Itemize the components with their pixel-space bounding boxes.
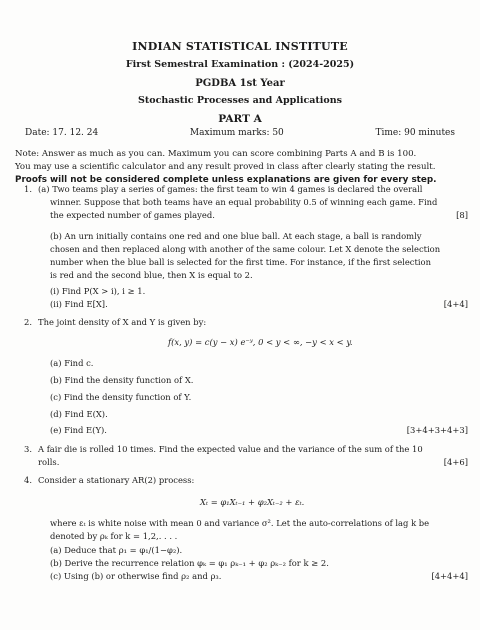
q4-line-1: where εₜ is white noise with mean 0 and variance σ². Let the auto-correlations of lag k be — [50, 518, 430, 528]
q2-formula: f(x, y) = c(y − x) e⁻ʸ, 0 < y < ∞, −y < x < y. — [168, 337, 353, 347]
note-line-3: Proofs will not be considered complete unless explanations are given for every step. — [15, 175, 437, 185]
q1b-part-ii: (ii) Find E[X]. — [50, 299, 108, 309]
q2-part-c: (c) Find the density function of Y. — [50, 392, 192, 402]
q1a-line-2: winner. Suppose that both teams have an equal probability 0.5 of winning each game. Find — [50, 197, 438, 207]
q1a-marks: [8] — [456, 210, 468, 220]
q3-line-2: rolls. — [38, 457, 60, 467]
q3-line-1: A fair die is rolled 10 times. Find the expected value and the variance of the sum of the 10 — [38, 444, 423, 454]
q2-intro: The joint density of X and Y is given by: — [38, 317, 207, 327]
note-line-1: Note: Answer as much as you can. Maximum you can score combining Parts A and B is 100. — [15, 149, 417, 159]
q1b-line-2: chosen and then replaced along with another of the same colour. Let X denote the selection — [50, 244, 441, 254]
q2-part-d: (d) Find E(X). — [50, 409, 108, 419]
q4-number: 4. — [24, 475, 32, 485]
q2-part-b: (b) Find the density function of X. — [50, 375, 194, 385]
institute-title: INDIAN STATISTICAL INSTITUTE — [132, 40, 348, 53]
q2-marks: [3+4+3+4+3] — [406, 425, 468, 435]
q3-marks: [4+6] — [443, 457, 468, 467]
q1b-line-1: (b) An urn initially contains one red and one blue ball. At each stage, a ball is randomly — [50, 231, 422, 241]
q2-part-a: (a) Find c. — [50, 358, 94, 368]
q2-part-e: (e) Find E(Y). — [50, 425, 107, 435]
q1b-part-i: (i) Find P(X > i), i ≥ 1. — [50, 286, 146, 296]
q4-marks: [4+4+4] — [431, 571, 468, 581]
note-line-2: You may use a scientific calculator and any result proved in class after clearly stating the result. — [15, 162, 436, 172]
exam-meta — [25, 128, 455, 138]
q1a-line-1: (a) Two teams play a series of games: the first team to win 4 games is declared the overall — [38, 184, 423, 194]
q3-number: 3. — [24, 444, 32, 454]
program-title: PGDBA 1st Year — [195, 78, 285, 89]
q1b-marks: [4+4] — [443, 299, 468, 309]
q1-number: 1. — [24, 184, 32, 194]
q4-intro: Consider a stationary AR(2) process: — [38, 475, 195, 485]
exam-date: Date: 17. 12. 24 — [25, 128, 99, 138]
q1b-line-3: number when the blue ball is selected for the first time. For instance, if the first selection — [50, 257, 431, 267]
course-title: Stochastic Processes and Applications — [138, 95, 342, 106]
exam-title: First Semestral Examination : (2024-2025) — [125, 59, 355, 70]
q4-line-2: denoted by ρₖ for k = 1,2,. . . . — [50, 531, 178, 541]
q1b-line-4: is red and the second blue, then X is equal to 2. — [50, 270, 253, 280]
part-title: PART A — [218, 113, 262, 125]
exam-time: Time: 90 minutes — [375, 128, 455, 138]
q4-part-a: (a) Deduce that ρ₁ = φ₁/(1−φ₂). — [50, 545, 183, 555]
q4-part-c: (c) Using (b) or otherwise find ρ₂ and ρ₃. — [50, 571, 222, 581]
q1a-line-3: the expected number of games played. — [50, 210, 215, 220]
q2-number: 2. — [24, 317, 32, 327]
q4-part-b: (b) Derive the recurrence relation φₖ = φ₁ ρₖ₋₁ + φ₂ ρₖ₋₂ for k ≥ 2. — [50, 558, 329, 568]
q4-formula: Xₜ = φ₁Xₜ₋₁ + φ₂Xₜ₋₂ + εₜ. — [200, 497, 305, 507]
exam-max-marks: Maximum marks: 50 — [189, 128, 284, 138]
